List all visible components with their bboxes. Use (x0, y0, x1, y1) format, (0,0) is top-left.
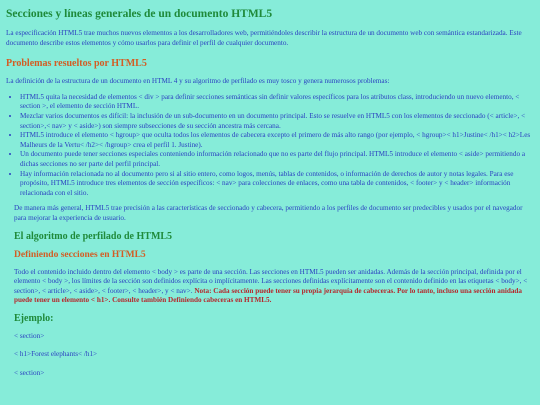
list-item: • HTML5 quita la necesidad de elementos < div > para definir secciones semánticas sin definir valores específicos para los atributos class, introduciendo un nuevo elemento, < section >, el elemento de sección HTML. (20, 93, 534, 112)
problems-summary: De manera más general, HTML5 trae precisión a las características de seccionado y cabecera, permitiendo a los perfiles de documento ser predecibles y usados por el navegador para mejorar la experiencia de usuario. (14, 204, 523, 222)
algorithm-paragraph (14, 268, 534, 306)
example-line: < section> (14, 331, 45, 340)
problems-list (6, 93, 534, 199)
problems-heading: Problemas resueltos por HTML5 (6, 58, 147, 70)
list-item: • Hay información relacionada no al documento pero si al sitio entero, como logos, menús, tablas de contenidos, o información de derechos de autor y notas legales. Para ese propósito, HTML5 introduce tres elementos de sección específicos: < nav> para colecciones de enlaces, como una tabla de contenidos, < footer> y < header> información relacionada con el sitio. (20, 170, 534, 199)
list-item: • Un documento puede tener secciones especiales conteniendo información relacionado que no es parte del flujo principal. HTML5 introduce el elemento < aside> permitiendo a dichas secciones no ser parte del perfil principal. (20, 150, 534, 169)
list-item: • Mezclar varios documentos es difícil: la inclusión de un sub-documento en un documento principal. Esto se resuelve en HTML5 con los elementos de seccionado (< article>, < section>,< nav> y < aside>) son siempre subsecciones de su sección ancestra más cercana. (20, 112, 534, 131)
algorithm-heading: El algoritmo de perfilado de HTML5 (14, 230, 173, 242)
example-heading: Ejemplo: (14, 312, 54, 324)
defining-sections-heading: Definiendo secciones en HTML5 (14, 249, 146, 260)
problems-lead: La definición de la estructura de un documento en HTML 4 y su algoritmo de perfilado es muy tosco y genera numerosos problemas: (6, 77, 390, 86)
algorithm-text: Todo el contenido incluido dentro del elemento < body > es parte de una sección. Las secciones en HTML5 pueden ser anidadas. Además de la sección principal, definida por el elemento < body >, los límites de la sección son definidos explícita o implícitamente. Las secciones definidas explícitamente son el contenido definido en las etiquetas < body>, < section>, < article>, < aside>, < footer>, < header>, y < nav>. (14, 267, 528, 295)
algorithm-note: Nota: Cada sección puede tener su propia jerarquía de cabeceras. Por lo tanto, incluso una sección anidada puede tener un elemento < h1>. Consulte también Definiendo cabeceras en HTML5. (14, 286, 523, 305)
list-item: • HTML5 introduce el elemento < hgroup> que oculta todos los elementos de cabecera excepto el primero de más alto rango (por ejemplo, < hgroup>< h1>Justine< /h1>< h2>Les Malheurs de la Vertu< /h2>< /hgroup> crea el perfil 1. Justine). (20, 131, 534, 150)
example-line: < section> (14, 369, 45, 378)
example-line: < h1>Forest elephants< /h1> (14, 350, 98, 359)
page-title: Secciones y líneas generales de un documento HTML5 (6, 8, 273, 20)
intro-paragraph: La especificación HTML5 trae muchos nuevos elementos a los desarrolladores web, permitiéndoles describir la estructura de un documento web con semántica estandarizada. Este documento describe estos elementos y cómo usarlos para definir el perfil de cualquier documento. (6, 29, 522, 47)
indented-section (6, 204, 534, 378)
